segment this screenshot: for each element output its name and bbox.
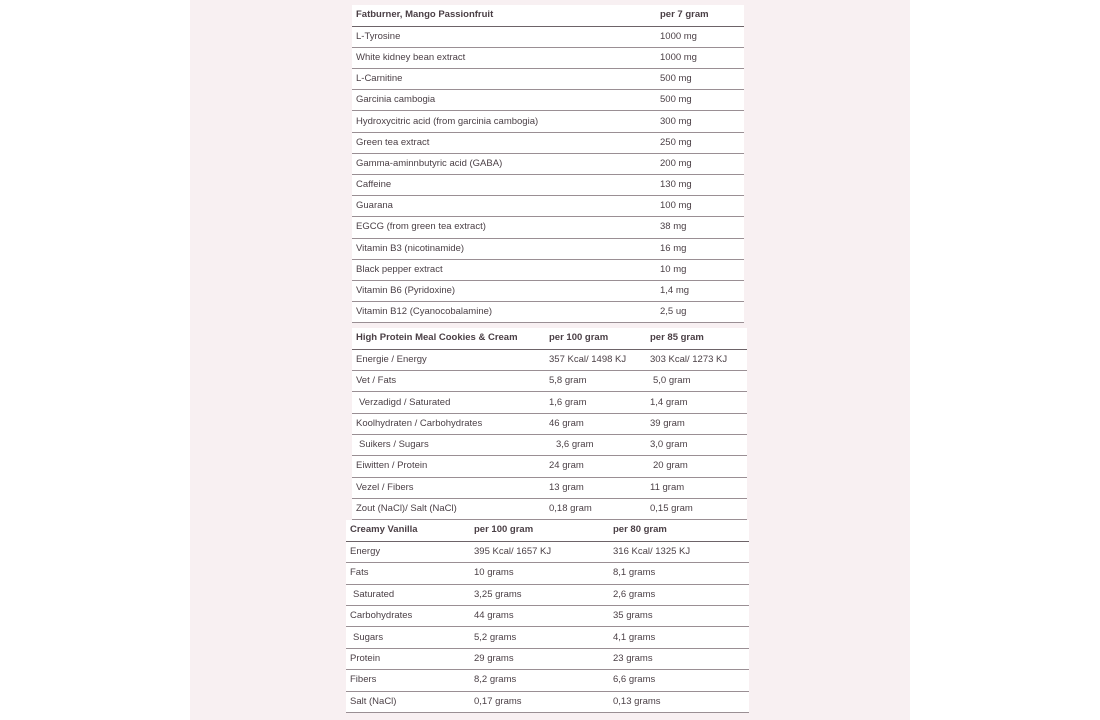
row-value-serving: 11 gram (646, 477, 747, 498)
row-value-serving: 303 Kcal/ 1273 KJ (646, 349, 747, 370)
row-value-serving: 5,0 gram (646, 371, 747, 392)
row-label: Suikers / Sugars (352, 434, 545, 455)
row-label: Gamma-aminnbutyric acid (GABA) (352, 153, 656, 174)
row-value-serving: 20 gram (646, 456, 747, 477)
row-value-100: 3,6 gram (545, 434, 646, 455)
row-value: 1000 mg (656, 26, 744, 47)
row-value-100: 46 gram (545, 413, 646, 434)
row-value-100: 29 grams (470, 648, 609, 669)
table-row (346, 627, 749, 648)
row-label: Vitamin B12 (Cyanocobalamine) (352, 302, 656, 323)
table-row (352, 456, 747, 477)
row-label: Hydroxycitric acid (from garcinia cambogia) (352, 111, 656, 132)
row-value-serving: 3,0 gram (646, 434, 747, 455)
row-value-serving: 35 grams (609, 606, 749, 627)
row-value-serving: 0,15 gram (646, 498, 747, 519)
table-header-per-100: per 100 gram (545, 328, 646, 349)
table-header-product: Creamy Vanilla (346, 520, 470, 541)
table-row (352, 498, 747, 519)
table-row (346, 648, 749, 669)
row-value-100: 395 Kcal/ 1657 KJ (470, 541, 609, 562)
table-row (346, 606, 749, 627)
row-value-100: 5,2 grams (470, 627, 609, 648)
row-value-100: 1,6 gram (545, 392, 646, 413)
row-value: 1,4 mg (656, 280, 744, 301)
table-row (352, 90, 744, 111)
row-value: 500 mg (656, 69, 744, 90)
row-label: Vitamin B3 (nicotinamide) (352, 238, 656, 259)
table-header-row (352, 328, 747, 349)
row-value: 1000 mg (656, 47, 744, 68)
row-label: Koolhydraten / Carbohydrates (352, 413, 545, 434)
row-label: Fats (346, 563, 470, 584)
row-value-serving: 8,1 grams (609, 563, 749, 584)
row-value-100: 13 gram (545, 477, 646, 498)
row-value-serving: 6,6 grams (609, 670, 749, 691)
table-row (352, 477, 747, 498)
table-header-serving: per 7 gram (656, 5, 744, 26)
table-row (352, 349, 747, 370)
row-label: L-Carnitine (352, 69, 656, 90)
table-header-row (346, 520, 749, 541)
row-label: Verzadigd / Saturated (352, 392, 545, 413)
table-row (352, 434, 747, 455)
row-value-serving: 2,6 grams (609, 584, 749, 605)
table-header-product: Fatburner, Mango Passionfruit (352, 5, 656, 26)
row-label: Eiwitten / Protein (352, 456, 545, 477)
row-label: Fibers (346, 670, 470, 691)
table-header-per-serving: per 80 gram (609, 520, 749, 541)
row-value-serving: 23 grams (609, 648, 749, 669)
table-row (352, 111, 744, 132)
row-label: EGCG (from green tea extract) (352, 217, 656, 238)
row-value-serving: 316 Kcal/ 1325 KJ (609, 541, 749, 562)
row-value-100: 8,2 grams (470, 670, 609, 691)
row-label: Protein (346, 648, 470, 669)
row-label: Energie / Energy (352, 349, 545, 370)
table-header-product: High Protein Meal Cookies & Cream (352, 328, 545, 349)
table-row (352, 47, 744, 68)
row-value: 500 mg (656, 90, 744, 111)
row-value-100: 44 grams (470, 606, 609, 627)
row-value: 200 mg (656, 153, 744, 174)
row-label: Guarana (352, 196, 656, 217)
row-label: Garcinia cambogia (352, 90, 656, 111)
table-row (346, 691, 749, 712)
fatburner-table (352, 5, 744, 323)
row-value-serving: 0,13 grams (609, 691, 749, 712)
row-label: Energy (346, 541, 470, 562)
row-value-100: 24 gram (545, 456, 646, 477)
row-label: Green tea extract (352, 132, 656, 153)
row-label: Zout (NaCl)/ Salt (NaCl) (352, 498, 545, 519)
table-row (352, 302, 744, 323)
row-label: L-Tyrosine (352, 26, 656, 47)
row-value: 100 mg (656, 196, 744, 217)
row-label: Vezel / Fibers (352, 477, 545, 498)
table-row (346, 584, 749, 605)
table-row (352, 413, 747, 434)
table-header-per-serving: per 85 gram (646, 328, 747, 349)
row-label: White kidney bean extract (352, 47, 656, 68)
row-label: Vitamin B6 (Pyridoxine) (352, 280, 656, 301)
row-value: 38 mg (656, 217, 744, 238)
table-header-row (352, 5, 744, 26)
table-row (352, 69, 744, 90)
table-row (346, 563, 749, 584)
row-value: 300 mg (656, 111, 744, 132)
creamy-vanilla-table (346, 520, 749, 713)
row-value-serving: 1,4 gram (646, 392, 747, 413)
row-label: Carbohydrates (346, 606, 470, 627)
table-row (352, 238, 744, 259)
table-row (352, 132, 744, 153)
row-value: 16 mg (656, 238, 744, 259)
row-value: 2,5 ug (656, 302, 744, 323)
table-header-per-100: per 100 gram (470, 520, 609, 541)
table-row (346, 670, 749, 691)
table-row (352, 280, 744, 301)
table-row (352, 26, 744, 47)
table-row (352, 217, 744, 238)
protein-meal-table (352, 328, 747, 520)
row-label: Black pepper extract (352, 259, 656, 280)
table-row (352, 196, 744, 217)
table-row (352, 392, 747, 413)
row-value-100: 0,18 gram (545, 498, 646, 519)
table-row (352, 259, 744, 280)
row-label: Caffeine (352, 175, 656, 196)
row-value-100: 357 Kcal/ 1498 KJ (545, 349, 646, 370)
row-label: Sugars (346, 627, 470, 648)
row-value-100: 0,17 grams (470, 691, 609, 712)
table-row (352, 175, 744, 196)
row-value: 130 mg (656, 175, 744, 196)
row-label: Vet / Fats (352, 371, 545, 392)
row-value: 250 mg (656, 132, 744, 153)
row-value-100: 10 grams (470, 563, 609, 584)
row-value-100: 5,8 gram (545, 371, 646, 392)
row-value-serving: 39 gram (646, 413, 747, 434)
row-value-serving: 4,1 grams (609, 627, 749, 648)
table-row (352, 371, 747, 392)
row-value: 10 mg (656, 259, 744, 280)
table-row (346, 541, 749, 562)
row-label: Saturated (346, 584, 470, 605)
table-row (352, 153, 744, 174)
row-value-100: 3,25 grams (470, 584, 609, 605)
row-label: Salt (NaCl) (346, 691, 470, 712)
